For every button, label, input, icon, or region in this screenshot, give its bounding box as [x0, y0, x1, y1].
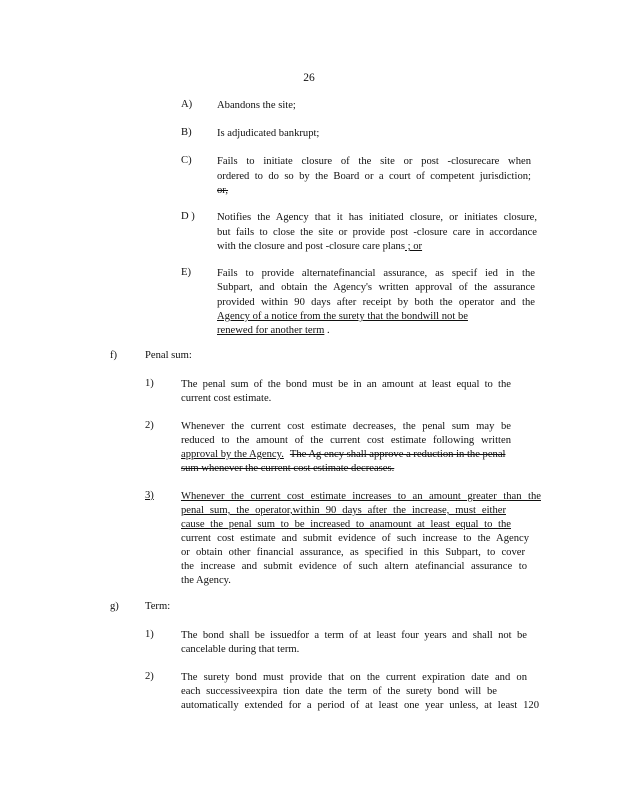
inserted-text: ; or [404, 241, 423, 252]
item-text-f2-line [181, 448, 506, 462]
page-number: 26 [303, 72, 315, 84]
item-text-f1-line: The penal sum of the bond must be in an amount at least equal to the [181, 379, 511, 390]
struck-text: sum whenever the current cost estimate decreases. [181, 463, 395, 474]
item-text-a: Abandons the site; [217, 100, 296, 111]
section-label-f: f) [110, 350, 118, 361]
item-text-e-line: Fails to provide alternatefinancial assurance, as specif ied in the [217, 268, 535, 279]
item-label-g1: 1) [145, 629, 154, 640]
item-text-e-line: provided within 90 days after receipt by both the operator and the [217, 297, 535, 308]
item-text-d-line: but fails to close the site or provide post -closure care in accordance [217, 227, 537, 238]
struck-text: The Ag ency shall approve a reduction in the penal [289, 449, 506, 460]
item-text-g1-line: cancelable during that term. [181, 644, 300, 655]
item-text-f1-line: current cost estimate. [181, 393, 272, 404]
item-text-c-line: ordered to do so by the Board or a court of competent jurisdiction; [217, 171, 531, 182]
item-text-g2-line: each successiveexpira tion date the term of the surety bond will be [181, 686, 497, 697]
item-text-c-line: Fails to initiate closure of the site or post -closurecare when [217, 156, 531, 167]
inserted-text: approval by the Agency. [181, 449, 284, 460]
item-text-e-line: Subpart, and obtain the Agency's written approval of the assurance [217, 282, 535, 293]
item-text-e-line: renewed for another term . [217, 325, 330, 336]
inserted-text: cause the penal sum to be increased to anamount at least equal to the [181, 519, 511, 530]
item-text-g1-line: The bond shall be issuedfor a term of at least four years and shall not be [181, 630, 527, 641]
inserted-text: Agency of a notice from the surety that the bondwill not be [217, 311, 468, 322]
item-label-b: B) [181, 127, 192, 138]
item-label-g2: 2) [145, 671, 154, 682]
item-label-f1: 1) [145, 378, 154, 389]
item-text-f3-line: the Agency. [181, 575, 231, 586]
item-text-f3-line: the increase and submit evidence of such altern atefinancial assurance to [181, 561, 527, 572]
item-label-d: D ) [181, 211, 195, 222]
section-title-g: Term: [145, 601, 171, 612]
item-text-f2-line: Whenever the current cost estimate decreases, the penal sum may be [181, 421, 511, 432]
section-label-g: g) [110, 601, 119, 612]
item-label-a: A) [181, 99, 193, 110]
item-text-g2-line: The surety bond must provide that on the current expiration date and on [181, 672, 527, 683]
item-text-f2-line: reduced to the amount of the current cost estimate following written [181, 435, 511, 446]
struck-text: or, [217, 185, 229, 196]
inserted-text: Whenever the current cost estimate increases to an amount greater than the [181, 491, 541, 502]
inserted-text: penal sum, the operator,within 90 days after the increase, must either [181, 505, 506, 516]
item-text-g2-line: automatically extended for a period of at least one year unless, at least 120 [181, 700, 539, 711]
item-label-c: C) [181, 155, 192, 166]
item-label-f3: 3) [145, 490, 154, 501]
item-text-f3-line: or obtain other financial assurance, as specified in this Subpart, to cover [181, 547, 525, 558]
item-label-f2: 2) [145, 420, 154, 431]
item-label-e: E) [181, 267, 191, 278]
item-text-d-line: Notifies the Agency that it has initiated closure, or initiates closure, [217, 212, 537, 223]
item-text-f3-line: current cost estimate and submit evidence of such increase to the Agency [181, 533, 529, 544]
item-text-b: Is adjudicated bankrupt; [217, 128, 320, 139]
inserted-text: renewed for another term [217, 325, 325, 336]
item-text-d-line: with the closure and post -closure care plans ; or [217, 241, 423, 252]
section-title-f: Penal sum: [145, 350, 192, 361]
